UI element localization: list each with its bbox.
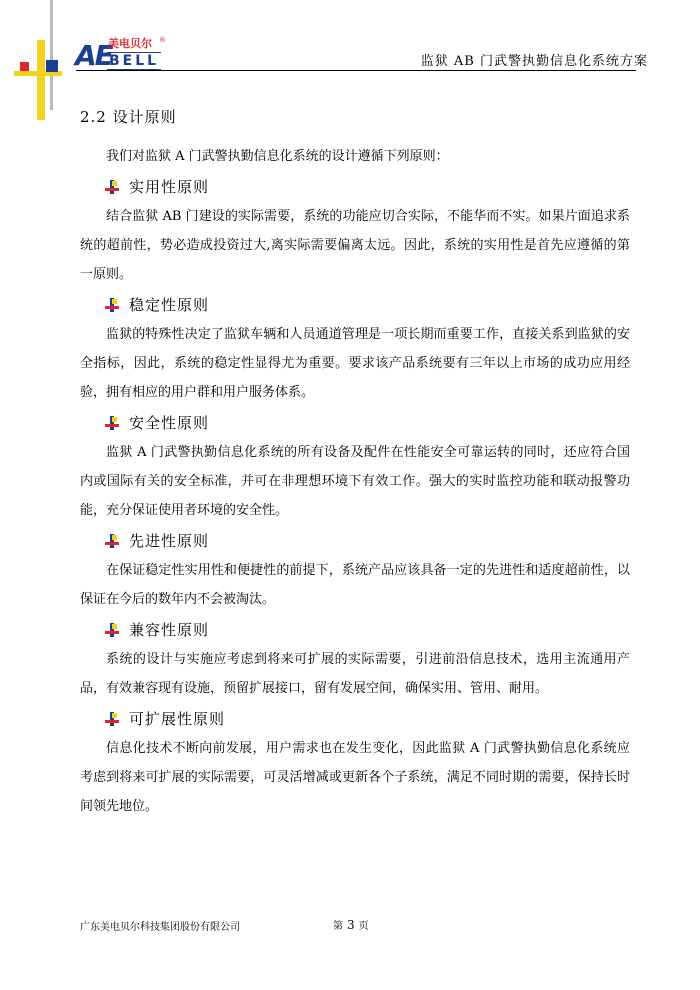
bullet-icon [105, 416, 119, 430]
principle-body: 系统的设计与实施应考虑到将来可扩展的实际需要，引进前沿信息技术，选用主流通用产品，有效兼容现有设施，预留扩展接口，留有发展空间，确保实用、管用、耐用。 [80, 652, 630, 696]
principle-body: 监狱 A 门武警执勤信息化系统的所有设备及配件在性能安全可靠运转的同时，还应符合国内或国际有关的安全标准，并可在非理想环境下有效工作。强大的实时监控功能和联动报警功能，充分保证使用者环境的安全性。 [80, 445, 630, 518]
header-gray-bar [50, 0, 53, 110]
section-intro: 我们对监狱 A 门武警执勤信息化系统的设计遵循下列原则： [106, 149, 449, 164]
principle-body: 结合监狱 AB 门建设的实际需要，系统的功能应切合实际，不能华而不实。如果片面追求系统的超前性，势必造成投资过大,离实际需要偏离太远。因此，系统的实用性是首先应遵循的第一原则。 [80, 209, 630, 282]
page-number [333, 917, 369, 932]
logo-registered-mark: ® [159, 36, 166, 44]
bullet-icon [105, 298, 119, 312]
bullet-icon [105, 623, 119, 637]
bullet-icon [105, 180, 119, 194]
header-document-title: 监狱 AB 门武警执勤信息化系统方案 [420, 54, 648, 69]
principle-title: 先进性原则 [129, 532, 210, 550]
bullet-icon [105, 712, 119, 726]
header-red-square [20, 62, 29, 71]
logo-letters: AE [75, 39, 112, 72]
principle-item [80, 410, 630, 525]
principle-item [80, 706, 630, 821]
principle-title: 稳定性原则 [129, 296, 210, 314]
bullet-icon [105, 534, 119, 548]
principle-title: 兼容性原则 [129, 621, 210, 639]
section-heading: 2.2 设计原则 [80, 108, 177, 126]
principle-title: 安全性原则 [129, 414, 210, 432]
principle-item [80, 174, 630, 289]
page-number-value: 3 [347, 918, 355, 932]
principle-item [80, 617, 630, 703]
page-suffix: 页 [358, 921, 369, 932]
principle-item [80, 528, 630, 614]
document-body [80, 106, 630, 824]
header-blue-square [46, 60, 58, 72]
header-yellow-bar [37, 40, 45, 120]
page-prefix: 第 [333, 921, 343, 932]
principle-body: 信息化技术不断向前发展，用户需求也在发生变化，因此监狱 A 门武警执勤信息化系统应考虑到将来可扩展的实际需要，可灵活增减或更新各个子系统，满足不同时期的需要，保持长时间领先地位。 [80, 741, 630, 814]
logo-chinese-name: 美电贝尔 [108, 37, 152, 50]
principle-title: 可扩展性原则 [129, 710, 226, 728]
logo-wordmark: BELL [109, 53, 160, 69]
principle-item [80, 292, 630, 407]
principle-body: 在保证稳定性实用性和便捷性的前提下，系统产品应该具备一定的先进性和适度超前性，以保证在今后的数年内不会被淘汰。 [80, 563, 630, 607]
principle-body: 监狱的特殊性决定了监狱车辆和人员通道管理是一项长期而重要工作，直接关系到监狱的安全指标，因此，系统的稳定性显得尤为重要。要求该产品系统要有三年以上市场的成功应用经验，拥有相应的用户群和用户服务体系。 [80, 327, 630, 400]
header-rule [76, 70, 636, 71]
footer-company: 广东美电贝尔科技集团股份有限公司 [80, 922, 240, 933]
principle-title: 实用性原则 [129, 178, 210, 196]
company-logo [75, 38, 175, 74]
